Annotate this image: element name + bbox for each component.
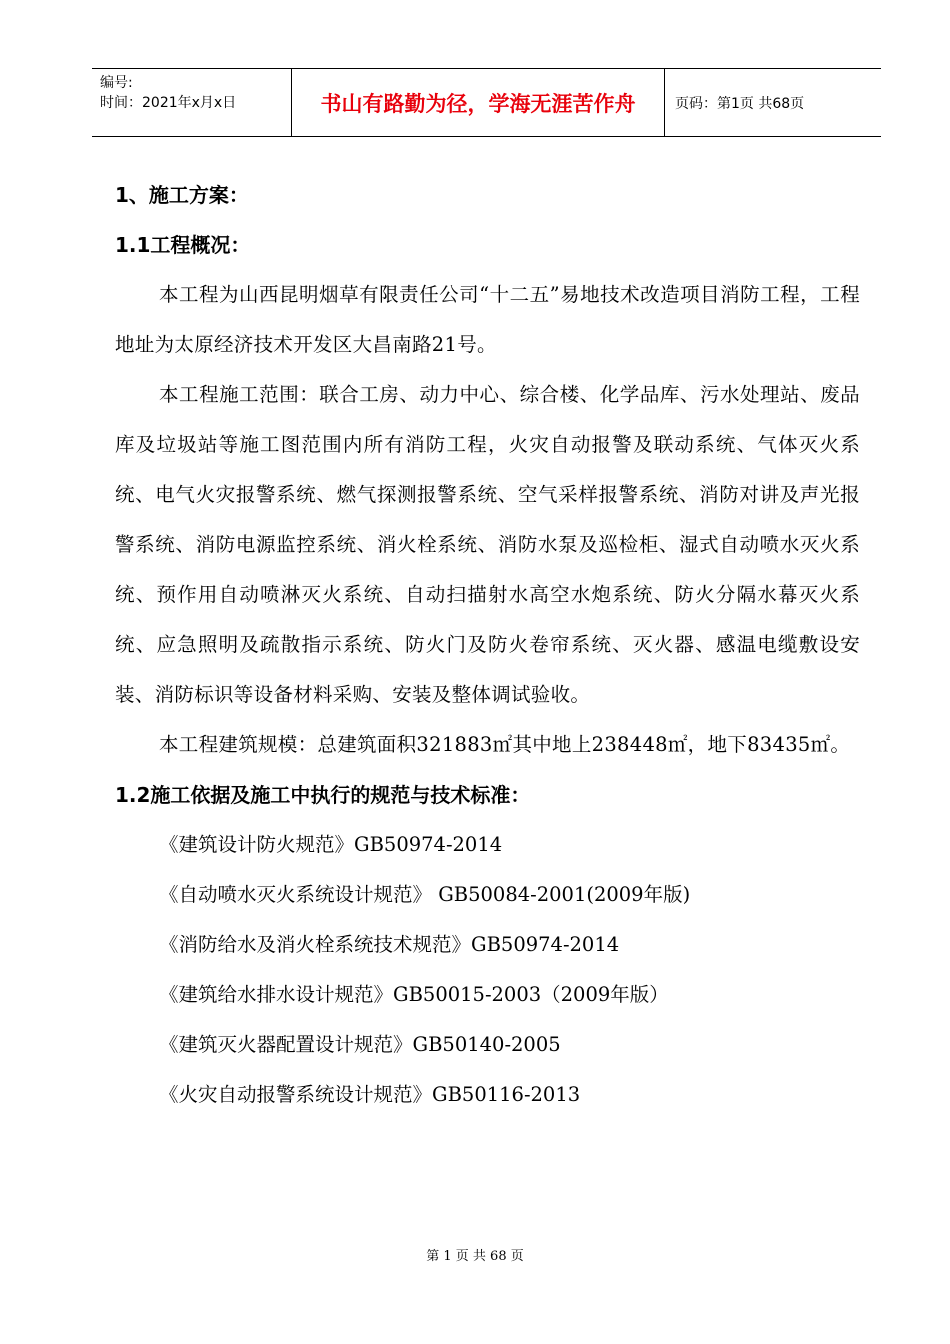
paragraph-construction-scope: 本工程施工范围：联合工房、动力中心、综合楼、化学品库、污水处理站、废品库及垃圾站等施工图范围内所有消防工程，火灾自动报警及联动系统、气体灭火系统、电气火灾报警系统、燃气探测报警系统、空气采样报警系统、消防对讲及声光报警系统、消防电源监控系统、消火栓系统、消防水泵及巡检柜、湿式自动喷水灭火系统、预作用自动喷淋灭火系统、自动扫描射水高空水炮系统、防火分隔水幕灭火系统、应急照明及疏散指示系统、防火门及防火卷帘系统、灭火器、感温电缆敷设安装、消防标识等设备材料采购、安装及整体调试验收。 xyxy=(115,383,860,706)
standard-item: 《火灾自动报警系统设计规范》GB50116-2013 xyxy=(159,1083,581,1106)
section-heading-1: 1、施工方案： xyxy=(115,183,249,207)
standard-item: 《自动喷水灭火系统设计规范》 GB50084-2001(2009年版) xyxy=(159,883,691,906)
standard-item: 《建筑给水排水设计规范》GB50015-2003（2009年版） xyxy=(159,983,669,1006)
section-heading-1-2: 1.2施工依据及施工中执行的规范与技术标准： xyxy=(115,783,531,807)
serial-number-label: 编号: xyxy=(100,75,133,91)
document-body xyxy=(115,170,860,1120)
paragraph-project-overview: 本工程为山西昆明烟草有限责任公司“十二五”易地技术改造项目消防工程，工程地址为太原经济技术开发区大昌南路21号。 xyxy=(115,283,860,356)
standard-item: 《消防给水及消火栓系统技术规范》GB50974-2014 xyxy=(159,933,620,956)
header-page-info: 页码：第1页 共68页 xyxy=(675,95,805,112)
section-heading-1-1: 1.1工程概况： xyxy=(115,233,251,257)
page-footer: 第 1 页 共 68 页 xyxy=(426,1249,524,1264)
page-header xyxy=(92,68,881,137)
header-motto: 书山有路勤为径，学海无涯苦作舟 xyxy=(292,69,665,136)
standard-item: 《建筑灭火器配置设计规范》GB50140-2005 xyxy=(159,1033,561,1056)
header-meta xyxy=(92,69,292,136)
paragraph-building-scale: 本工程建筑规模：总建筑面积321883㎡其中地上238448㎡，地下83435㎡。 xyxy=(159,733,851,756)
standard-item: 《建筑设计防火规范》GB50974-2014 xyxy=(159,833,503,856)
date-label: 时间：2021年x月x日 xyxy=(100,95,237,111)
